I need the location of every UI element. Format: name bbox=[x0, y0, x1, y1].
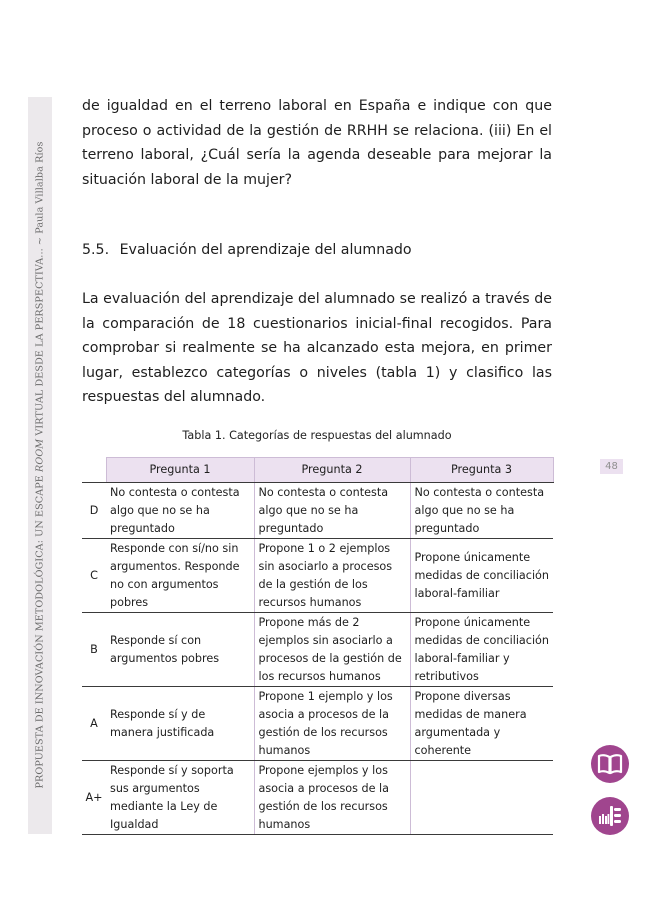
header-pregunta-1: Pregunta 1 bbox=[106, 458, 254, 483]
table-row bbox=[82, 539, 553, 613]
table-cell: Propone ejemplos y los asocia a procesos de la gestión de los recursos humanos bbox=[254, 761, 410, 835]
section-number: 5.5. bbox=[82, 242, 110, 258]
table-caption: Tabla 1. Categorías de respuestas del alumnado bbox=[182, 429, 452, 442]
section-title: Evaluación del aprendizaje del alumnado bbox=[119, 242, 412, 258]
index-button[interactable] bbox=[591, 797, 629, 835]
table-row bbox=[82, 483, 553, 539]
table-cell: Propone únicamente medidas de conciliación laboral-familiar bbox=[410, 539, 553, 613]
table-cell: Propone más de 2 ejemplos sin asociarlo a procesos de la gestión de los recursos humanos bbox=[254, 613, 410, 687]
running-header-part2: VIRTUAL DESDE LA PERSPECTIVA... ~ Paula Villalba Ríos bbox=[34, 141, 46, 439]
paragraph-intro: de igualdad en el terreno laboral en España e indique con que proceso o actividad de la gestión de RRHH se relaciona. (iii) En el terreno laboral, ¿Cuál sería la agenda deseable para mejorar la situación laboral de la mujer? bbox=[82, 98, 552, 188]
level-label: D bbox=[82, 483, 106, 539]
level-label: A+ bbox=[82, 761, 106, 835]
table-cell: Responde sí y soporta sus argumentos mediante la Ley de Igualdad bbox=[106, 761, 254, 835]
level-label: B bbox=[82, 613, 106, 687]
table-row bbox=[82, 613, 553, 687]
index-list-icon bbox=[597, 803, 623, 829]
page-number: 48 bbox=[600, 459, 623, 474]
table-cell: Responde sí y de manera justificada bbox=[106, 687, 254, 761]
table-cell: Propone 1 o 2 ejemplos sin asociarlo a procesos de la gestión de los recursos humanos bbox=[254, 539, 410, 613]
table-cell: Propone 1 ejemplo y los asocia a procesos de la gestión de los recursos humanos bbox=[254, 687, 410, 761]
paragraph-evaluation: La evaluación del aprendizaje del alumnado se realizó a través de la comparación de 18 cuestionarios inicial-final recogidos. Para comprobar si realmente se ha alcanzado esta mejora, en primer lugar, establezco categorías o niveles (tabla 1) y clasifico las respuestas del alumnado. bbox=[82, 291, 552, 406]
categories-table bbox=[82, 457, 554, 835]
book-icon bbox=[597, 752, 623, 776]
running-header bbox=[35, 141, 46, 788]
book-button[interactable] bbox=[591, 745, 629, 783]
running-header-part1: PROPUESTA DE INNOVACIÓN METODOLÓGICA: UN ESCAPE bbox=[34, 471, 46, 789]
table-row bbox=[82, 761, 553, 835]
running-header-italic: ROOM bbox=[34, 438, 46, 472]
table-cell: Propone diversas medidas de manera argumentada y coherente bbox=[410, 687, 553, 761]
table-cell: Responde sí con argumentos pobres bbox=[106, 613, 254, 687]
table-cell: No contesta o contesta algo que no se ha preguntado bbox=[410, 483, 553, 539]
level-label: A bbox=[82, 687, 106, 761]
table-cell: Propone únicamente medidas de conciliación laboral-familiar y retributivos bbox=[410, 613, 553, 687]
level-label: C bbox=[82, 539, 106, 613]
header-pregunta-3: Pregunta 3 bbox=[410, 458, 553, 483]
header-pregunta-2: Pregunta 2 bbox=[254, 458, 410, 483]
table-cell: No contesta o contesta algo que no se ha preguntado bbox=[106, 483, 254, 539]
header-corner bbox=[82, 458, 106, 483]
table-cell: No contesta o contesta algo que no se ha preguntado bbox=[254, 483, 410, 539]
table-header-row bbox=[82, 458, 553, 483]
section-heading bbox=[82, 239, 412, 261]
table-cell bbox=[410, 761, 553, 835]
table-cell: Responde con sí/no sin argumentos. Responde no con argumentos pobres bbox=[106, 539, 254, 613]
table-row bbox=[82, 687, 553, 761]
